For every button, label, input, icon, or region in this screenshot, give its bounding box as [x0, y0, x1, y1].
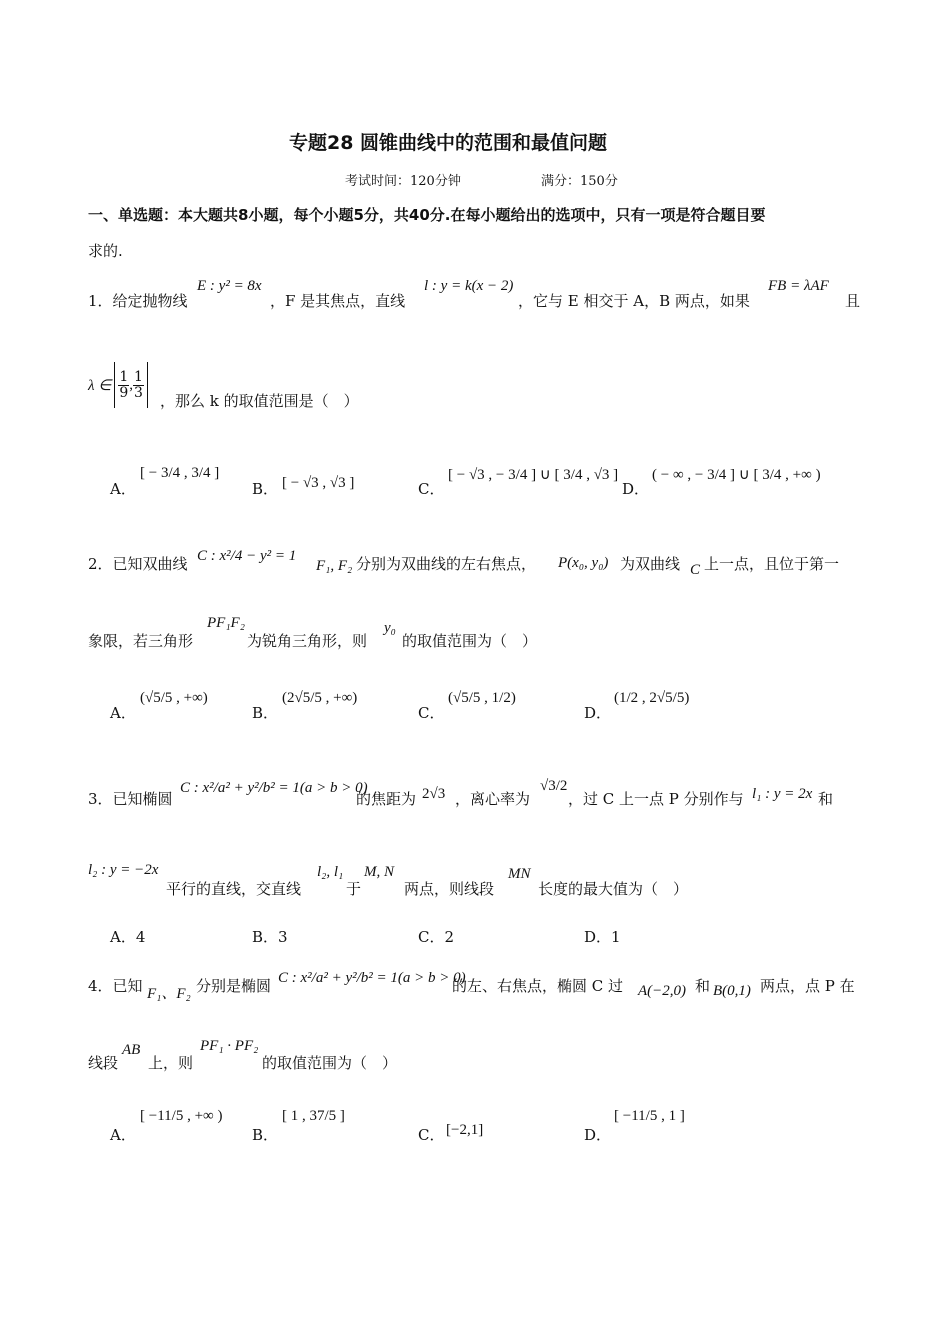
q3-ellipse-eq: C : x²/a² + y²/b² = 1(a > b > 0) — [180, 780, 368, 796]
q3-segment-mn: MN — [508, 866, 531, 882]
q4-ellipse-eq: C : x²/a² + y²/b² = 1(a > b > 0) — [278, 970, 466, 986]
q4-foci: F₁、F₂ — [147, 986, 191, 1002]
q1-option-a-label[interactable]: A． — [110, 480, 136, 498]
q3-option-d[interactable]: D．1 — [584, 928, 621, 946]
q1-option-d-label[interactable]: D． — [622, 480, 650, 498]
q1-text-4: 且 — [845, 292, 861, 310]
section-heading-line2: 求的. — [88, 242, 123, 260]
q4-option-a[interactable]: [ −11/5 , +∞ ) — [140, 1108, 223, 1124]
q3-focal-length: 2√3 — [422, 786, 446, 802]
q3-points-mn: M, N — [364, 864, 394, 880]
section-heading-line1: 一、单选题：本大题共8小题，每个小题5分，共40分.在每小题给出的选项中，只有一项是符合题目要 — [88, 206, 766, 224]
q1-option-d[interactable]: ( − ∞ , − 3/4 ] ∪ [ 3/4 , +∞ ) — [652, 467, 821, 483]
q1-option-c-label[interactable]: C． — [418, 480, 445, 498]
q4-text-4: 两点，点 P 在 — [760, 977, 855, 995]
q1-lambda-range — [88, 362, 148, 408]
q2-option-d-label[interactable]: D． — [584, 704, 612, 722]
q2-option-d[interactable]: (1/2 , 2√5/5) — [614, 690, 690, 706]
q2-foci: F₁, F₂ — [316, 558, 353, 574]
q3-text-8: 长度的最大值为（ ） — [538, 880, 689, 898]
q3-text-1: 的焦距为 — [356, 790, 417, 808]
q3-text-7: 两点，则线段 — [404, 880, 495, 898]
q4-option-b-label[interactable]: B． — [252, 1126, 279, 1144]
exam-time: 考试时间：120分钟 — [345, 174, 461, 189]
q3-lines: l₂, l₁ — [317, 864, 344, 880]
q1-option-b-label[interactable]: B． — [252, 480, 279, 498]
q3-text-5: 平行的直线，交直线 — [166, 880, 302, 898]
q2-option-b-label[interactable]: B． — [252, 704, 279, 722]
q1-interval: $\frac{1}{9}$ , $\frac{1}{3}$ — [114, 362, 148, 408]
q2-hyperbola-eq: C : x²/4 − y² = 1 — [197, 548, 297, 564]
q1-option-c[interactable]: [ − √3 , − 3/4 ] ∪ [ 3/4 , √3 ] — [448, 467, 619, 483]
q3-text-2: ，离心率为 — [455, 790, 531, 808]
q3-option-c[interactable]: C．2 — [418, 928, 455, 946]
q2-number: 2．已知双曲线 — [88, 555, 188, 573]
q4-number: 4．已知 — [88, 977, 143, 995]
q3-text-3: ，过 C 上一点 P 分别作与 — [568, 790, 744, 808]
q4-option-d-label[interactable]: D． — [584, 1126, 612, 1144]
q3-line-l1: l₁ : y = 2x — [752, 786, 813, 802]
q2-text-2: 分别为双曲线的左右焦点， — [356, 555, 537, 573]
q1-line-eq: l : y = k(x − 2) — [424, 278, 514, 294]
q1-text-2: ，F 是其焦点，直线 — [270, 292, 406, 310]
q1-frac-2: $\frac{1}{3}$ — [134, 368, 143, 401]
q1-vector-eq: FB = λAF — [768, 278, 829, 294]
q1-parabola-eq: E : y² = 8x — [197, 278, 262, 294]
q2-option-a-label[interactable]: A． — [110, 704, 136, 722]
q1-option-b[interactable]: [ − √3 , √3 ] — [282, 475, 355, 491]
q4-option-c-label[interactable]: C． — [418, 1126, 445, 1144]
q2-triangle: PF₁F₂ — [207, 615, 245, 631]
q4-option-d[interactable]: [ −11/5 , 1 ] — [614, 1108, 685, 1124]
q2-option-c[interactable]: (√5/5 , 1/2) — [448, 690, 516, 706]
q2-text-3: 为双曲线 — [620, 555, 681, 573]
q4-segment-ab: AB — [122, 1042, 141, 1058]
q2-point-p: P(x₀, y₀) — [558, 555, 609, 571]
q4-text-7: 的取值范围为（ ） — [262, 1054, 398, 1072]
q1-number: 1．给定抛物线 — [88, 292, 188, 310]
q3-text-4: 和 — [818, 790, 834, 808]
q1-lambda: λ ∈ — [88, 377, 112, 394]
q3-text-6: 于 — [346, 880, 362, 898]
q4-point-a: A(−2,0) — [638, 983, 687, 999]
q2-text-4: 上一点，且位于第一 — [704, 555, 840, 573]
full-score: 满分：150分 — [541, 174, 618, 189]
q4-option-a-label[interactable]: A． — [110, 1126, 136, 1144]
q4-text-1: 分别是椭圆 — [196, 977, 272, 995]
q4-text-2: 的左、右焦点，椭圆 C 过 — [452, 977, 624, 995]
q1-option-a[interactable]: [ − 3/4 , 3/4 ] — [140, 465, 220, 481]
q4-dot-product: PF₁ · PF₂ — [200, 1038, 259, 1054]
q3-line-l2: l₂ : y = −2x — [88, 862, 159, 878]
q1-text-5: ，那么 k 的取值范围是（ ） — [160, 392, 359, 410]
q4-text-5: 线段 — [88, 1054, 119, 1072]
q2-curve-c: C — [690, 562, 701, 578]
q1-frac-1: $\frac{1}{9}$ — [119, 368, 129, 401]
q2-text-7: 的取值范围为（ ） — [402, 632, 538, 650]
q3-eccentricity: √3/2 — [540, 778, 568, 794]
q3-number: 3．已知椭圆 — [88, 790, 173, 808]
q4-text-6: 上，则 — [148, 1054, 194, 1072]
q2-option-a[interactable]: (√5/5 , +∞) — [140, 690, 208, 706]
q2-option-b[interactable]: (2√5/5 , +∞) — [282, 690, 358, 706]
q4-option-b[interactable]: [ 1 , 37/5 ] — [282, 1108, 345, 1124]
q2-option-c-label[interactable]: C． — [418, 704, 445, 722]
q4-option-c[interactable]: [−2,1] — [446, 1122, 484, 1138]
q4-point-b: B(0,1) — [713, 983, 751, 999]
q1-text-3: ，它与 E 相交于 A，B 两点，如果 — [518, 292, 750, 310]
q2-text-5: 象限，若三角形 — [88, 632, 194, 650]
q3-option-b[interactable]: B．3 — [252, 928, 288, 946]
q3-option-a[interactable]: A．4 — [110, 928, 146, 946]
q2-text-6: 为锐角三角形，则 — [247, 632, 368, 650]
q4-text-3: 和 — [695, 977, 711, 995]
q2-y0: y₀ — [384, 620, 396, 636]
page-title: 专题28 圆锥曲线中的范围和最值问题 — [289, 132, 608, 154]
